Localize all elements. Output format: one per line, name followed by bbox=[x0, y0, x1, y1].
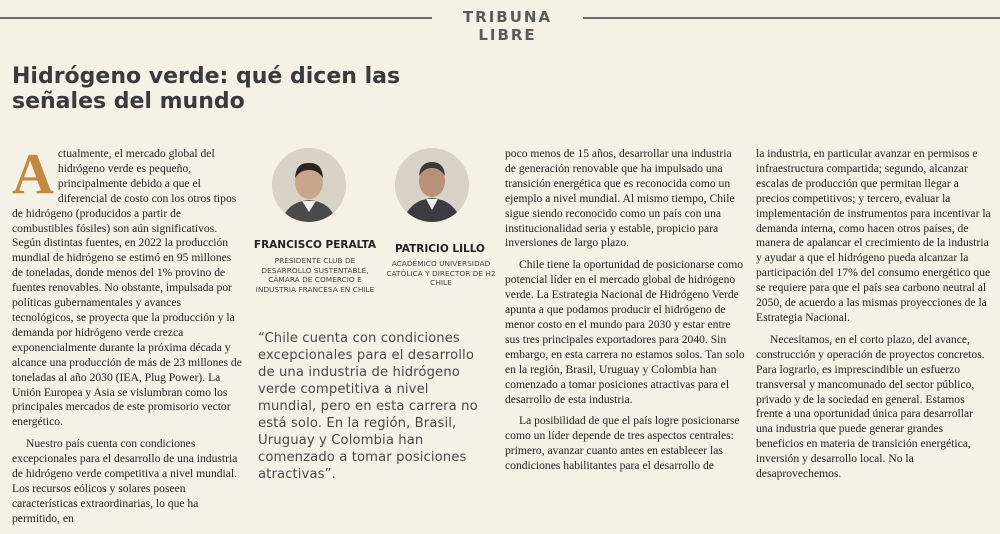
section-rule-right bbox=[583, 17, 1000, 19]
paragraph bbox=[12, 141, 244, 430]
drop-cap: A bbox=[12, 141, 54, 206]
section-header bbox=[0, 0, 1000, 44]
article-column-4 bbox=[756, 147, 992, 489]
paragraph: la industria, en particular avanzar en permisos e infraestructura compartida; segundo, alcanzar escalas de producción que permitan llegar a precios competitivos; y tercero, evaluar la implementación de instrumentos para incentivar la demanda interna, como hacen otros países, de manera de apalancar el crecimiento de la industria y ayudar a que el hidrógeno pueda alcanzar la participación del 17% del consumo energético que se requiere para que el país sea carbono neutral al 2050, de acuerdo a las mismas proyecciones de la Estrategia Nacional. bbox=[756, 147, 991, 324]
author-photo-lillo bbox=[395, 148, 469, 222]
article-headline: Hidrógeno verde: qué dicen las señales del mundo bbox=[12, 64, 401, 114]
article-column-3 bbox=[505, 147, 745, 481]
author-name: FRANCISCO PERALTA bbox=[253, 239, 377, 251]
paragraph: poco menos de 15 años, desarrollar una industria de generación renovable que ha impulsado una transición energética que es reconocida como un ejemplo a nivel mundial. Al mismo tiempo, Chile sigue siendo reconocido como un país con una institucionalidad seria y estable, propicio para inversiones de largo plazo. bbox=[505, 147, 735, 250]
section-title: TRIBUNA LIBRE bbox=[462, 8, 553, 44]
paragraph: Necesitamos, en el corto plazo, del avance, construcción y operación de proyectos concretos. Para lograrlo, es imprescindible un esfuerzo transversal y mancomunado del sector público, privado y de la sociedad en general. Estamos frente a una oportunidad única para desarrollar una industria que puede generar grandes beneficios en materia de transición energética, inversión y desarrollo local. No la desaprovechemos. bbox=[756, 332, 985, 481]
pull-quote: “Chile cuenta con condiciones excepcionales para el desarrollo de una industria de hidrógeno verde competitiva a nivel mundial, pero en esta carrera no está solo. En la región, Brasil, Uruguay y Colombia han comenzado a tomar posiciones atractivas”. bbox=[258, 331, 478, 482]
section-rule-left bbox=[0, 17, 432, 19]
author-name: PATRICIO LILLO bbox=[395, 243, 485, 255]
article-column-1 bbox=[12, 141, 244, 534]
portrait-illustration bbox=[272, 148, 346, 222]
author-photo-peralta bbox=[272, 148, 346, 222]
paragraph: Nuestro país cuenta con condiciones excepcionales para el desarrollo de una industria de hidrógeno verde competitiva a nivel mundial. Los recursos eólicos y solares poseen características extraordinarias, lo que ha permitido, en bbox=[12, 437, 238, 525]
portrait-illustration bbox=[395, 148, 469, 222]
paragraph: La posibilidad de que el país logre posicionarse como un líder depende de tres aspectos centrales: primero, avanzar cuanto antes en establecer las condiciones habilitantes para el desarrollo de bbox=[505, 414, 740, 473]
paragraph: Chile tiene la oportunidad de posicionarse como potencial líder en el mercado global de hidrógeno verde. La Estrategia Nacional de Hidrógeno Verde apunta a que podamos producir el hidrógeno de menor costo en el mundo para 2030 y estar entre sus tres principales exportadores para 2040. Sin embargo, en esta carrera no estamos solos. Tan solo en la región, Brasil, Uruguay y Colombia han comenzado a tomar posiciones atractivas para el desarrollo de esta industria. bbox=[505, 258, 745, 406]
paragraph-text: ctualmente, el mercado global del hidrógeno verde es pequeño, principalmente debido a que el diferencial de costo con los otros tipos de hidrógeno (producidos a partir de combustibles fósiles) son aún significativos. Según distintas fuentes, en 2022 la producción mundial de hidrógeno se estimó en 95 millones de toneladas, donde menos del 1% provino de fuentes renovables. No obstante, impulsada por políticas gubernamentales y avances tecnológicos, se proyecta que la producción y la demanda por hidrógeno verde crezca exponencialmente durante la próxima década y alcance una producción de más de 23 millones de toneladas al año 2030 (IEA, Plug Power). La Unión Europea y Asia se vislumbran como los principales mercados de este promisorio vector energético. bbox=[12, 147, 242, 429]
author-title: PRESIDENTE CLUB DE DESARROLLO SUSTENTABLE, CÁMARA DE COMERCIO E INDUSTRIA FRANCESA EN CHILE bbox=[255, 256, 375, 294]
author-title: ACADÉMICO UNIVERSIDAD CATÓLICA Y DIRECTOR DE H2 CHILE bbox=[386, 259, 496, 288]
